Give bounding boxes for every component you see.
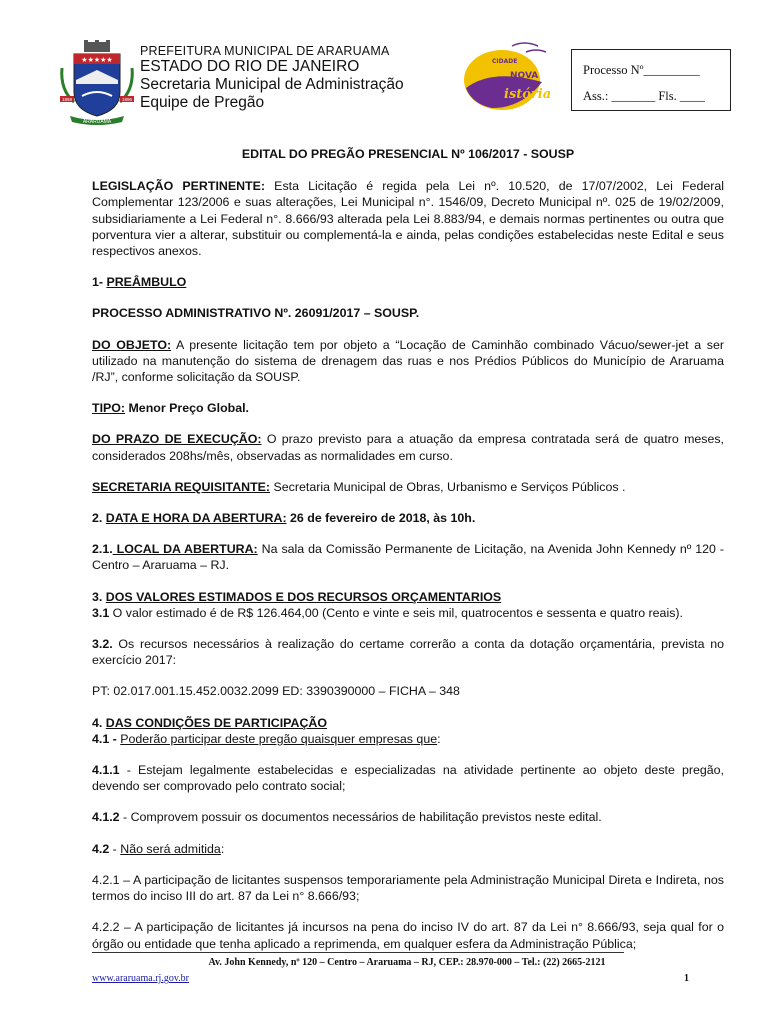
preambulo-num: 1- bbox=[92, 275, 107, 290]
section-2-1-label: LOCAL DA ABERTURA: bbox=[112, 542, 258, 557]
section-3-heading bbox=[92, 589, 724, 605]
processo-field[interactable]: Processo Nº_________ bbox=[583, 63, 700, 77]
section-4-1-1-paragraph bbox=[92, 762, 724, 794]
section-2-label: DATA E HORA DA ABERTURA: bbox=[105, 511, 287, 526]
section-3-1-paragraph bbox=[92, 605, 724, 621]
process-box bbox=[571, 49, 731, 111]
objeto-label: DO OBJETO: bbox=[92, 337, 172, 352]
section-3-2-text: Os recursos necessários à realização do certame correrão a conta da dotação orçamentária, prevista no exercício 2017: bbox=[92, 637, 724, 668]
tipo-label: TIPO: bbox=[92, 401, 126, 416]
preambulo-label: PREÂMBULO bbox=[106, 275, 187, 290]
section-4-1-text: Poderão participar deste pregão quaisquer empresas que bbox=[120, 731, 438, 746]
section-3-2-paragraph bbox=[92, 636, 724, 668]
footer-divider bbox=[92, 952, 624, 953]
section-4-1-2-paragraph bbox=[92, 809, 724, 825]
section-3-1-num: 3.1 bbox=[92, 605, 110, 620]
logo-cidade-text: CIDADE bbox=[492, 58, 518, 65]
legislacao-text: Esta Licitação é regida pela Lei nº. 10.520, de 17/07/2002, Lei Federal Complementar 123/2006 e suas alterações, Lei Municipal n°. 1546/09, Decreto Municipal nº. 025 de 19/02/2009, subsidiariamente a Lei Federal n°. 8.666/93 alterada pela Lei 8.883/94, e demais normas pertinentes ou outra que porventura vier a alterar, substituir ou complementá-la e ainda, pelas condições estabelecidas neste Edital e seus respectivos anexos. bbox=[92, 179, 724, 259]
section-4-label: DAS CONDIÇÕES DE PARTICIPAÇÃO bbox=[105, 715, 327, 730]
footer-address: Av. John Kennedy, nº 120 – Centro – Araruama – RJ, CEP.: 28.970-000 – Tel.: (22) 2665-2121 bbox=[208, 957, 606, 968]
section-4-2-colon: : bbox=[220, 841, 225, 856]
document-title: EDITAL DO PREGÃO PRESENCIAL Nº 106/2017 - SOUSP bbox=[241, 147, 575, 161]
ass-fls-field[interactable]: Ass.: _______ Fls. ____ bbox=[583, 89, 705, 103]
prazo-label: DO PRAZO DE EXECUÇÃO: bbox=[92, 432, 262, 447]
objeto-paragraph bbox=[92, 337, 724, 386]
processo-administrativo: PROCESSO ADMINISTRATIVO Nº. 26091/2017 – SOUSP. bbox=[92, 306, 420, 321]
section-4-2-paragraph bbox=[92, 841, 724, 857]
section-3-label: DOS VALORES ESTIMADOS E DOS RECURSOS ORÇAMENTARIOS bbox=[105, 589, 502, 604]
document-body bbox=[92, 146, 724, 952]
header-prefeitura: PREFEITURA MUNICIPAL DE ARARUAMA bbox=[140, 44, 390, 58]
section-2-heading bbox=[92, 510, 724, 526]
prazo-text: O prazo previsto para a atuação da empresa contratada será de quatro meses, considerados 208hs/mês, observadas as normalidades em curso. bbox=[92, 432, 725, 463]
tipo-paragraph bbox=[92, 400, 724, 416]
crest-year-right: 1896 bbox=[121, 97, 133, 102]
section-4-1-1-text: - Estejam legalmente estabelecidas e especializadas na atividade pertinente ao objeto deste pregão, devendo ser comprovado pelo contrato social; bbox=[92, 763, 724, 794]
section-2-1-paragraph bbox=[92, 541, 724, 573]
page-number: 1 bbox=[684, 973, 689, 984]
section-4-2-2-paragraph: 4.2.2 – A participação de licitantes já incursos na pena do inciso IV do art. 87 da Lei n° 8.666/93, seja qual for o órgão ou entidade que tenha aplicado a reprimenda, em qualquer esfera da Administração Pública; bbox=[92, 920, 724, 951]
section-4-1-paragraph bbox=[92, 731, 724, 747]
section-3-2-num: 3.2. bbox=[92, 637, 113, 652]
section-4-2-dash: - bbox=[109, 841, 121, 856]
section-4-2-text: Não será admitida bbox=[120, 841, 221, 856]
pt-line: PT: 02.017.001.15.452.0032.2099 ED: 3390390000 – FICHA – 348 bbox=[92, 684, 460, 699]
header-secretaria: Secretaria Municipal de Administração bbox=[140, 76, 404, 94]
section-2-num: 2. bbox=[92, 511, 106, 526]
svg-text:★★★★★: ★★★★★ bbox=[81, 56, 113, 64]
prazo-paragraph bbox=[92, 431, 724, 463]
header-estado: ESTADO DO RIO DE JANEIRO bbox=[140, 58, 360, 76]
nova-historia-logo-icon bbox=[452, 38, 556, 112]
section-2-text: 26 de fevereiro de 2018, às 10h. bbox=[286, 511, 476, 526]
section-4-1-num: 4.1 - bbox=[92, 731, 121, 746]
section-2-1-num: 2.1. bbox=[92, 542, 113, 557]
preambulo-heading bbox=[92, 274, 724, 290]
footer-website-link[interactable]: www.araruama.rj.gov.br bbox=[92, 973, 189, 984]
header-block bbox=[140, 44, 404, 112]
crest-ribbon-text: ARARUAMA bbox=[82, 119, 112, 125]
logo-historia-text: istória bbox=[504, 87, 552, 102]
section-4-1-2-num: 4.1.2 bbox=[92, 810, 120, 825]
header-equipe: Equipe de Pregão bbox=[140, 94, 265, 111]
section-4-1-colon: : bbox=[437, 731, 441, 746]
section-4-heading bbox=[92, 715, 724, 731]
crest-year-left: 1859 bbox=[61, 97, 73, 102]
secretaria-paragraph bbox=[92, 479, 724, 495]
section-3-1-text: O valor estimado é de R$ 126.464,00 (Cento e vinte e seis mil, quatrocentos e sessenta e quatro reais). bbox=[109, 605, 683, 620]
legislacao-paragraph bbox=[92, 178, 724, 259]
objeto-text: A presente licitação tem por objeto a “Locação de Caminhão combinado Vácuo/sewer-jet a ser utilizado na manutenção do sistema de drenagem das ruas e nos Prédios Públicos do Município de Araruama /RJ”, conforme solicitação da SOUSP. bbox=[92, 337, 724, 385]
section-4-2-1-paragraph: 4.2.1 – A participação de licitantes suspensos temporariamente pela Administração Municipal Direta e Indireta, nos termos do inciso III do art. 87 da Lei n° 8.666/93; bbox=[92, 872, 724, 904]
section-4-1-1-num: 4.1.1 bbox=[92, 763, 120, 778]
logo-nova-text: NOVA bbox=[510, 71, 539, 81]
secretaria-label: SECRETARIA REQUISITANTE: bbox=[92, 479, 271, 494]
secretaria-text: Secretaria Municipal de Obras, Urbanismo e Serviços Públicos . bbox=[270, 479, 626, 494]
tipo-text: Menor Preço Global. bbox=[125, 401, 249, 416]
section-2-1-text: Na sala da Comissão Permanente de Licitação, na Avenida John Kennedy nº 120 - Centro – Araruama – RJ. bbox=[92, 542, 724, 573]
araruama-coat-of-arms-icon bbox=[58, 40, 136, 126]
section-4-1-2-text: - Comprovem possuir os documentos necessários de habilitação previstos neste edital. bbox=[119, 810, 602, 825]
legislacao-label: LEGISLAÇÃO PERTINENTE: bbox=[92, 179, 266, 194]
section-3-num: 3. bbox=[92, 589, 106, 604]
section-4-num: 4. bbox=[92, 715, 106, 730]
section-4-2-num: 4.2 bbox=[92, 841, 110, 856]
